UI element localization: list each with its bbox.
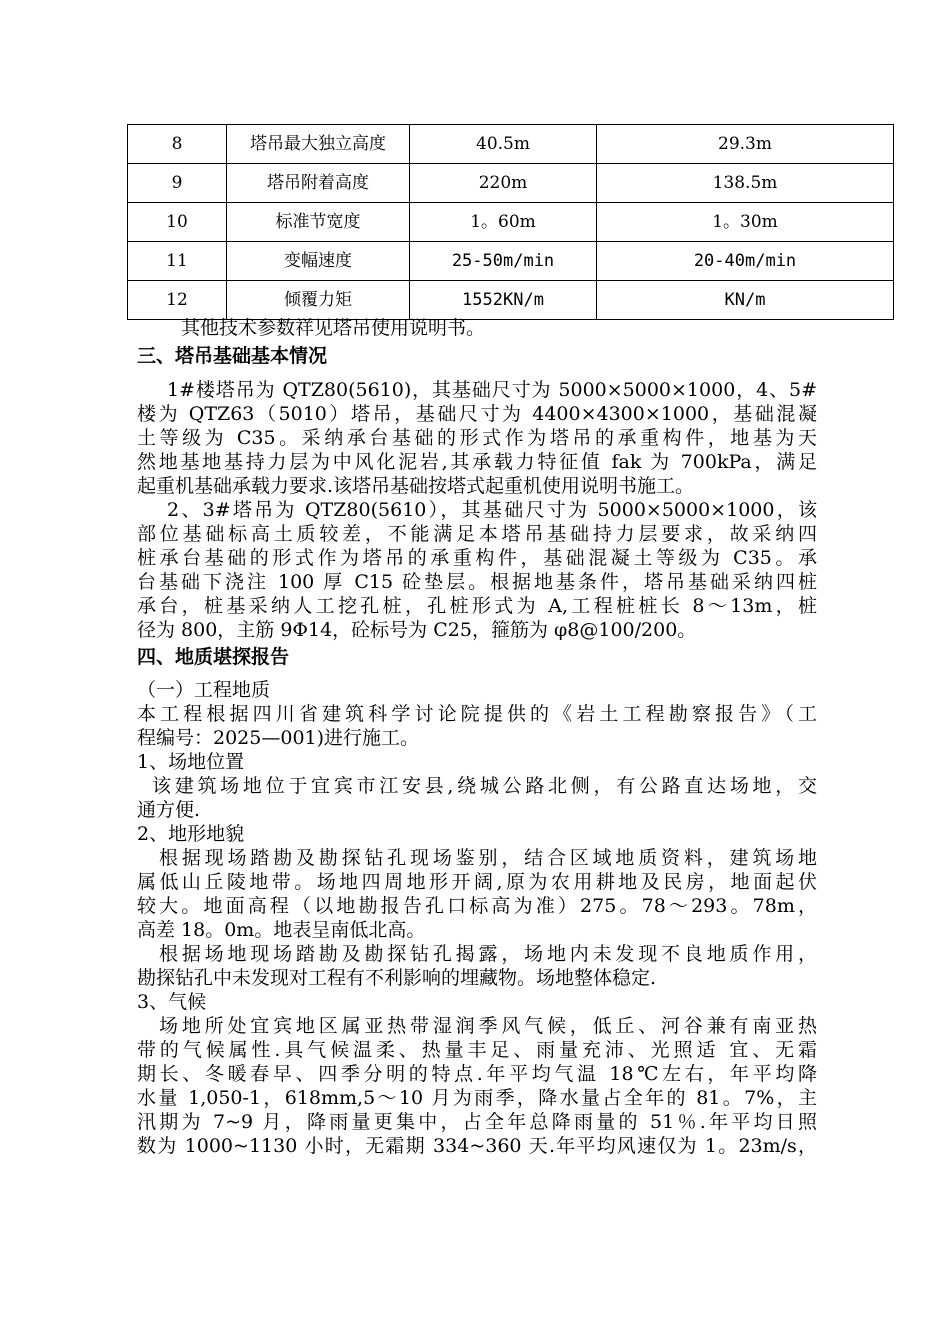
paragraph-line: 部位基础标高土质较差，不能满足本塔吊基础持力层要求，故采纳四 — [137, 523, 817, 545]
row-value-b: 29.3m — [597, 125, 894, 164]
document-body — [137, 316, 817, 1158]
row-number: 8 — [128, 125, 227, 164]
row-value-a: 1。60m — [410, 203, 597, 242]
row-item: 变幅速度 — [227, 242, 410, 281]
row-value-a: 220m — [410, 164, 597, 203]
row-item: 倾覆力矩 — [227, 281, 410, 320]
paragraph-line: 起重机基础承载力要求.该塔吊基础按塔式起重机使用说明书施工。 — [137, 475, 695, 497]
section-heading-3: 三、塔吊基础基本情况 — [137, 345, 328, 367]
row-item: 塔吊附着高度 — [227, 164, 410, 203]
row-item: 标准节宽度 — [227, 203, 410, 242]
subsection-heading: （一）工程地质 — [137, 679, 271, 701]
paragraph-line: 2、3#塔吊为 QTZ80(5610），其基础尺寸为 5000×5000×1000，该 — [167, 499, 817, 521]
paragraph-line: 1#楼塔吊为 QTZ80(5610)，其基础尺寸为 5000×5000×1000，4、5# — [167, 379, 817, 401]
paragraph-line: 径为 800，主筋 9Φ14，砼标号为 C25，箍筋为 φ8@100/200。 — [137, 619, 697, 641]
paragraph-line: 然地基地基持力层为中风化泥岩,其承载力特征值 fak 为 700kPa，满足 — [137, 451, 817, 473]
row-value-a: 40.5m — [410, 125, 597, 164]
paragraph-line: 承台，桩基采纳人工挖孔桩，孔桩形式为 A,工程桩桩长 8～13m，桩 — [137, 595, 817, 617]
paragraph-line: 本工程根据四川省建筑科学讨论院提供的《岩土工程勘察报告》（工 — [137, 703, 817, 725]
paragraph-foundation-2 — [137, 498, 817, 642]
table-row — [128, 281, 894, 320]
paragraph-line: 程编号：2025—001)进行施工。 — [137, 727, 420, 749]
row-value-a: 1552KN/m — [410, 281, 597, 320]
paragraph-line: 场地所处宜宾地区属亚热带湿润季风气候，低丘、河谷兼有南亚热 — [159, 1015, 817, 1037]
item-heading: 1、场地位置 — [137, 751, 245, 773]
row-value-b: 138.5m — [597, 164, 894, 203]
paragraph-terrain — [137, 846, 817, 942]
paragraph-line: 该建筑场地位于宜宾市江安县,绕城公路北侧，有公路直达场地，交 — [152, 775, 817, 797]
item-heading: 3、气候 — [137, 991, 207, 1013]
paragraph-climate — [137, 1014, 817, 1158]
paragraph-line: 较大。地面高程（以地勘报告孔口标高为准）275。78～293。78m， — [137, 895, 817, 917]
paragraph-line: 属低山丘陵地带。场地四周地形开阔,原为农用耕地及民房，地面起伏 — [137, 871, 817, 893]
paragraph-line: 土等级为 C35。采纳承台基础的形式作为塔吊的承重构件，地基为天 — [137, 427, 817, 449]
section-heading-4: 四、地质堪探报告 — [137, 646, 290, 668]
table-row — [128, 203, 894, 242]
row-value-b: KN/m — [597, 281, 894, 320]
table-row — [128, 164, 894, 203]
table-row — [128, 242, 894, 281]
paragraph-line: 高差 18。0m。地表呈南低北高。 — [137, 919, 426, 941]
paragraph-line: 桩承台基础的形式作为塔吊的承重构件，基础混凝土等级为 C35。承 — [137, 547, 817, 569]
paragraph-line: 台基础下浇注 100 厚 C15 砼垫层。根据地基条件，塔吊基础采纳四桩 — [137, 571, 817, 593]
paragraph-line: 带的气候属性.具气候温柔、热量丰足、雨量充沛、光照适 宜、无霜 — [137, 1039, 817, 1061]
row-value-b: 1。30m — [597, 203, 894, 242]
paragraph-line: 楼为 QTZ63（5010）塔吊，基础尺寸为 4400×4300×1000，基础混凝 — [137, 403, 817, 425]
paragraph-geology-intro — [137, 702, 817, 750]
table-note: 其他技术参数祥见塔吊使用说明书。 — [181, 317, 486, 339]
paragraph-line: 根据场地现场踏勘及勘探钻孔揭露，场地内未发现不良地质作用， — [159, 943, 817, 965]
paragraph-line: 汛期为 7~9 月，降雨量更集中，占全年总降雨量的 51％.年平均日照 — [137, 1111, 817, 1133]
paragraph-stability — [137, 942, 817, 990]
row-number: 12 — [128, 281, 227, 320]
paragraph-line: 水量 1,050-1，618mm,5～10 月为雨季，降水量占全年的 81。7%，主 — [137, 1087, 817, 1109]
item-heading: 2、地形地貌 — [137, 823, 245, 845]
row-value-b: 20-40m/min — [597, 242, 894, 281]
paragraph-line: 根据现场踏勘及勘探钻孔现场鉴别，结合区域地质资料，建筑场地 — [159, 847, 817, 869]
paragraph-site-location — [137, 774, 817, 822]
table-row — [128, 125, 894, 164]
paragraph-line: 通方便. — [137, 799, 201, 821]
row-number: 10 — [128, 203, 227, 242]
paragraph-line: 数为 1000~1130 小时，无霜期 334~360 天.年平均风速仅为 1。23m/s， — [137, 1135, 817, 1157]
row-number: 9 — [128, 164, 227, 203]
tower-crane-parameter-table — [127, 124, 894, 320]
row-item: 塔吊最大独立高度 — [227, 125, 410, 164]
row-value-a: 25-50m/min — [410, 242, 597, 281]
row-number: 11 — [128, 242, 227, 281]
paragraph-line: 勘探钻孔中未发现对工程有不利影响的埋藏物。场地整体稳定. — [137, 967, 657, 989]
paragraph-line: 期长、冬暖春早、四季分明的特点.年平均气温 18℃左右，年平均降 — [137, 1063, 817, 1085]
paragraph-foundation-1 — [137, 378, 817, 498]
